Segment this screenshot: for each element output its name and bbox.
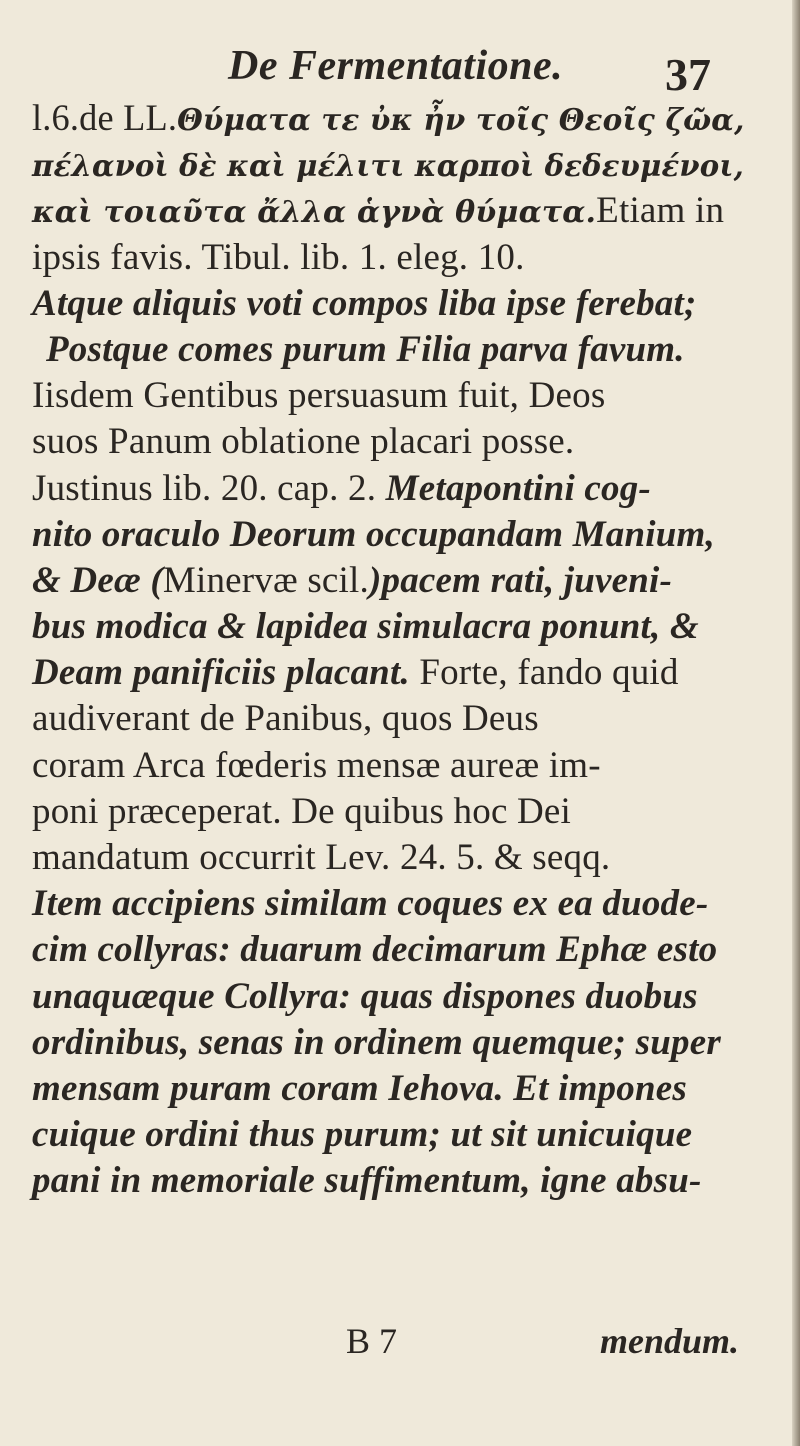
- italic-text: )pacem rati, juveni-: [368, 559, 673, 601]
- text-line: [32, 835, 744, 881]
- running-head: De Fermentatione.: [228, 43, 564, 89]
- italic-text: pani in memoriale suffimentum, igne absu-: [32, 1160, 702, 1202]
- text-line: [32, 696, 744, 742]
- italic-text: nito oraculo Deorum occupandam Manium,: [32, 513, 715, 555]
- roman-text: coram Arca fœderis mensæ aureæ im-: [32, 744, 601, 786]
- italic-text: Item accipiens similam coques ex ea duode-: [32, 883, 709, 925]
- text-line: [32, 604, 744, 650]
- catchword: mendum.: [600, 1321, 740, 1361]
- italic-text: Postque comes purum Filia parva favum.: [46, 328, 685, 370]
- page-gutter-edge: [792, 0, 800, 1446]
- page-number: 37: [665, 49, 711, 100]
- roman-text: audiverant de Panibus, quos Deus: [32, 698, 539, 740]
- text-line: [32, 1066, 744, 1112]
- roman-text: mandatum occurrit Lev. 24. 5. & seqq.: [32, 837, 611, 878]
- page-header: [0, 34, 800, 104]
- roman-text: Iisdem Gentibus persuasum fuit, Deos: [32, 375, 606, 417]
- italic-text: mensam puram coram Iehova. Et impones: [32, 1067, 687, 1109]
- page-footer: [0, 1320, 800, 1370]
- text-line: [32, 558, 744, 604]
- text-line: [32, 327, 744, 373]
- text-line: [32, 743, 744, 789]
- text-line: [32, 1158, 744, 1204]
- roman-text: l.6.de LL.: [32, 98, 178, 139]
- text-line: [32, 96, 745, 142]
- text-line: [32, 927, 744, 973]
- roman-text: Justinus lib. 20. cap. 2.: [32, 467, 386, 509]
- text-line: [32, 235, 744, 281]
- text-line: [32, 281, 744, 327]
- text-line: [32, 466, 744, 512]
- italic-text: & Deæ (: [32, 559, 163, 601]
- italic-text: ordinibus, senas in ordinem quemque; super: [32, 1021, 721, 1063]
- greek-text: πέλανοὶ δὲ καὶ μέλιτι καρποὶ δεδευμένοι,: [32, 149, 744, 185]
- italic-text: unaquæque Collyra: quas dispones duobus: [32, 975, 698, 1017]
- body-text: [32, 96, 744, 1205]
- italic-text: cuique ordini thus purum; ut sit unicuique: [32, 1114, 693, 1156]
- roman-text: Minervæ scil.: [162, 559, 369, 601]
- signature-mark: B 7: [346, 1321, 398, 1361]
- text-line: [32, 650, 744, 696]
- italic-text: bus modica & lapidea simulacra ponunt, &: [32, 606, 699, 648]
- italic-text: Atque aliquis voti compos liba ipse ferebat;: [32, 282, 697, 324]
- text-line: [32, 974, 744, 1020]
- roman-text: ipsis favis. Tibul. lib. 1. eleg. 10.: [32, 236, 525, 278]
- text-line: [32, 789, 744, 835]
- italic-text: cim collyras: duarum decimarum Ephæ esto: [32, 929, 718, 971]
- italic-text: Deam panificiis placant.: [32, 652, 410, 694]
- greek-text: Θύματα τε ὐκ ἦν τοῖς Θεοῖς ζῶα,: [177, 103, 745, 138]
- greek-text: καὶ τοιαῦτα ἄλλα ἁγνὰ θύματα.: [32, 195, 597, 231]
- text-line: [32, 419, 744, 465]
- roman-text: suos Panum oblatione placari posse.: [32, 421, 575, 463]
- roman-text: poni præceperat. De quibus hoc Dei: [32, 790, 572, 832]
- text-line: [32, 373, 744, 419]
- text-line: [32, 881, 744, 927]
- text-line: [32, 142, 744, 188]
- text-line: [32, 1112, 744, 1158]
- text-line: [32, 1020, 744, 1066]
- text-line: [32, 188, 744, 234]
- roman-text: Etiam in: [596, 190, 725, 232]
- roman-text: Forte, fando quid: [409, 652, 679, 694]
- text-line: [32, 512, 744, 558]
- italic-text: Metapontini cog-: [385, 467, 651, 509]
